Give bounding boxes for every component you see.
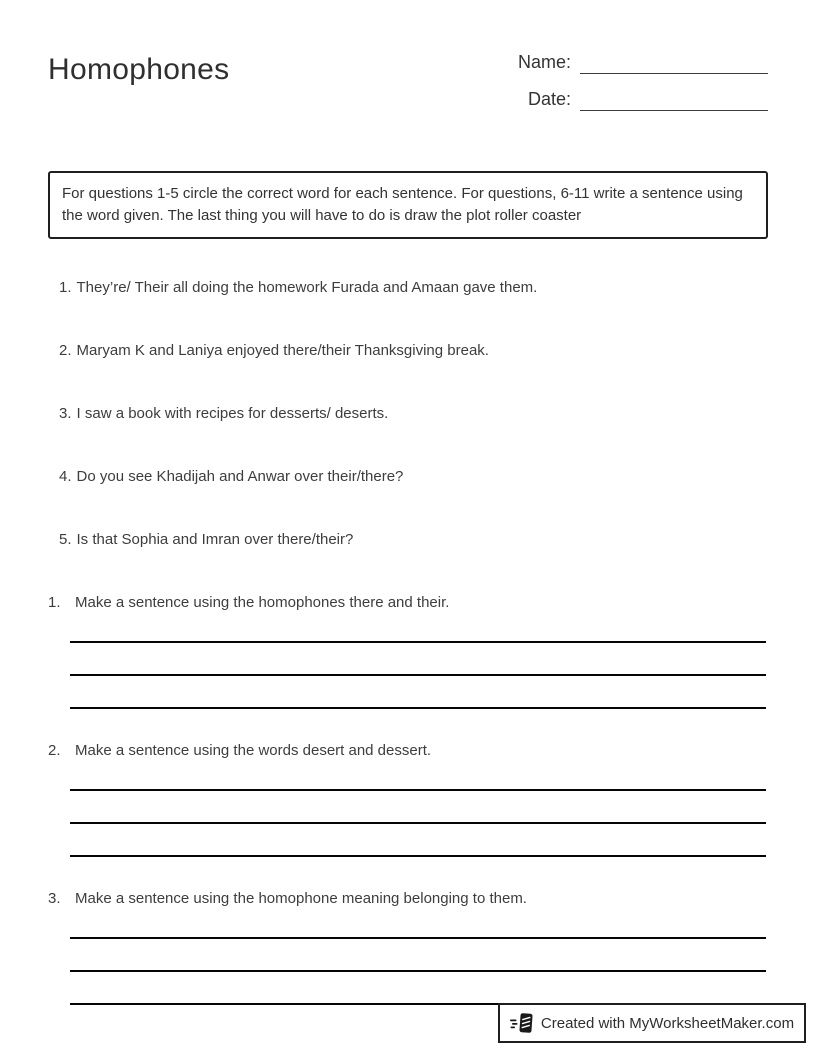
name-row <box>508 50 768 74</box>
answer-line <box>70 970 766 972</box>
question-number: 4. <box>59 467 72 485</box>
answer-line <box>70 641 766 643</box>
question-text: Make a sentence using the words desert and dessert. <box>75 741 432 759</box>
writing-question-prompt <box>48 742 768 760</box>
circle-question-item <box>59 531 768 549</box>
question-text: I saw a book with recipes for desserts/ deserts. <box>76 404 389 422</box>
writing-question-list <box>48 594 768 1005</box>
answer-line <box>70 937 766 939</box>
question-number: 1. <box>48 593 61 611</box>
writing-question-item <box>48 742 768 857</box>
name-date-block <box>508 48 768 124</box>
circle-question-item <box>59 405 768 423</box>
writing-question-prompt <box>48 890 768 908</box>
answer-line <box>70 822 766 824</box>
question-text: Maryam K and Laniya enjoyed there/their Thanksgiving break. <box>76 341 489 359</box>
circle-question-list <box>48 279 768 549</box>
question-text: Make a sentence using the homophones there and their. <box>75 593 450 611</box>
name-blank-line <box>580 51 768 74</box>
question-number: 2. <box>59 341 72 359</box>
writing-question-item <box>48 594 768 709</box>
date-label: Date: <box>527 89 571 109</box>
question-text: They’re/ Their all doing the homework Furada and Amaan gave them. <box>76 278 538 296</box>
answer-line <box>70 707 766 709</box>
answer-line <box>70 855 766 857</box>
question-text: Make a sentence using the homophone meaning belonging to them. <box>75 889 527 907</box>
question-number: 1. <box>59 278 72 296</box>
date-blank-line <box>580 88 768 111</box>
answer-line <box>70 674 766 676</box>
page-title: Homophones <box>48 53 230 86</box>
date-row <box>508 87 768 111</box>
circle-question-item <box>59 342 768 360</box>
instructions-box: For questions 1-5 circle the correct word for each sentence. For questions, 6-11 write a sentence using the word given. The last thing you will have to do is draw the plot roller coaster <box>48 171 768 239</box>
credit-footer <box>498 1003 806 1043</box>
question-text: Do you see Khadijah and Anwar over their/there? <box>76 467 404 485</box>
circle-question-item <box>59 468 768 486</box>
question-number: 3. <box>48 889 61 907</box>
worksheet-header <box>48 48 768 124</box>
question-number: 3. <box>59 404 72 422</box>
name-label: Name: <box>517 52 571 72</box>
worksheet-flying-document-icon <box>510 1010 534 1036</box>
circle-question-item <box>59 279 768 297</box>
writing-question-item <box>48 890 768 1005</box>
question-number: 2. <box>48 741 61 759</box>
credit-text: Created with MyWorksheetMaker.com <box>540 1014 795 1032</box>
answer-line <box>70 789 766 791</box>
writing-question-prompt <box>48 594 768 612</box>
question-number: 5. <box>59 530 72 548</box>
question-text: Is that Sophia and Imran over there/their? <box>76 530 354 548</box>
